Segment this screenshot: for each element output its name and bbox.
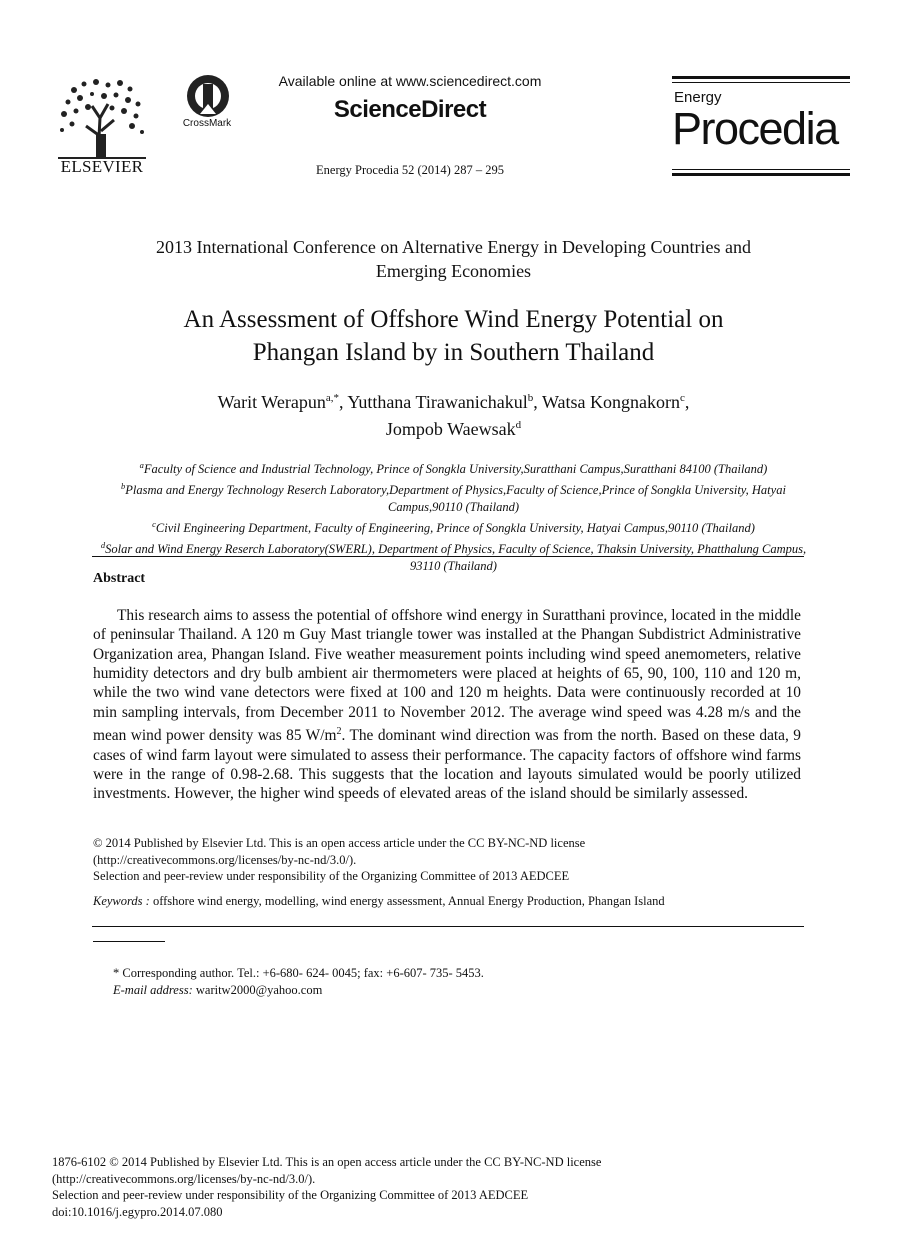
author-affil-mark: c [680, 392, 685, 404]
abstract-heading: Abstract [93, 571, 146, 586]
author-name: Yutthana Tirawanichakul [347, 392, 528, 412]
publisher-name: ELSEVIER [60, 157, 144, 176]
journal-name-top: Energy [674, 89, 722, 106]
affiliation-mark: c [152, 518, 156, 529]
corresponding-footnote [113, 965, 803, 999]
section-divider [92, 556, 804, 557]
abstract-text-part-1: This research aims to assess the potential of offshore wind energy in Suratthani province, located in the middle of peninsular Thailand. A 120 m Guy Mast triangle tower was installed at the Phangan Subdistrict Administrative Organization area, Phangan Island. Five weather measurement points including wind speed anemometers, relative humidity detectors and dry bulb ambient air thermometers were placed at heights of 65, 90, 100, 110 and 120 m, while the two wind vane detectors were fixed at 100 and 120 m heights. Data were continuously recorded at 10 min sampling intervals, from December 2011 to November 2012. The average wind speed was 4.28 m/s and the mean wind power density was 85 W/m [93, 607, 801, 745]
email-address[interactable]: waritw2000@yahoo.com [195, 983, 323, 997]
journal-citation: Energy Procedia 52 (2014) 287 – 295 [316, 163, 504, 177]
page-footer [52, 1154, 812, 1221]
footer-license-link[interactable]: (http://creativecommons.org/licenses/by-nc-nd/3.0/). [52, 1171, 316, 1186]
footnote-rule [93, 941, 165, 942]
author-name: Jompob Waewsak [385, 419, 516, 439]
affiliation-mark: d [100, 539, 106, 550]
author-list [90, 387, 817, 441]
corresponding-author: * Corresponding author. Tel.: +6-680- 624- 0045; fax: +6-607- 735- 5453. [113, 966, 484, 980]
abstract-text [93, 606, 801, 804]
logo-rule-bottom [672, 173, 850, 176]
conference-name [90, 235, 817, 283]
abstract-text-part-2: . The dominant wind direction was from the north. Based on these data, 9 cases of wind farm layout were simulated to assess their performance. The capacity factors of offshore wind farms were in the range of 0.98-2.68. This suggests that the location and layouts simulated would be poorly utilized investments. However, the higher wind speeds of elevated areas of the island should be similarly assessed. [93, 727, 801, 803]
keywords-text: offshore wind energy, modelling, wind energy assessment, Annual Energy Production, Phangan Island [152, 894, 665, 908]
affiliation-item [90, 516, 817, 537]
license-notice [93, 835, 805, 885]
affiliation-item [90, 457, 817, 478]
author-affil-mark: a,* [325, 392, 339, 404]
author-separator: , [684, 392, 690, 412]
author-name: Watsa Kongnakorn [541, 392, 680, 412]
affiliation-text: Plasma and Energy Technology Reserch Laboratory,Department of Physics,Faculty of Science,Prince of Songkla University, Hatyai Campus,90110 (Thailand) [125, 483, 786, 514]
paper-title [90, 303, 817, 369]
footer-doi[interactable]: doi:10.1016/j.egypro.2014.07.080 [52, 1205, 223, 1220]
author-affil-mark: d [515, 419, 522, 431]
logo-rule-bottom-thin [672, 169, 850, 170]
license-link[interactable]: (http://creativecommons.org/licenses/by-nc-nd/3.0/). [93, 852, 357, 867]
journal-name-main: Procedia [672, 103, 838, 154]
affiliation-text: Faculty of Science and Industrial Technology, Prince of Songkla University,Suratthani Campus,Suratthani 84100 (Thailand) [143, 462, 768, 477]
keywords-label: Keywords : [93, 894, 150, 908]
affiliation-text: Solar and Wind Energy Reserch Laboratory(SWERL), Department of Physics, Faculty of Science, Thaksin University, Phatthalung Campus, 93110 (Thailand) [105, 541, 807, 573]
author-affil-mark: b [527, 392, 534, 404]
section-divider-bottom [92, 926, 804, 927]
affiliation-text: Civil Engineering Department, Faculty of Engineering, Prince of Songkla University, Hatyai Campus,90110 (Thailand) [155, 520, 755, 535]
affiliation-item [90, 478, 817, 516]
license-line-3: Selection and peer-review under responsibility of the Organizing Committee of 2013 AEDCEE [93, 869, 570, 884]
email-label: E-mail address: [113, 983, 193, 997]
sciencedirect-brand: ScienceDirect [333, 96, 487, 123]
journal-logo [672, 76, 850, 176]
footer-issn-license: 1876-6102 © 2014 Published by Elsevier Ltd. This is an open access article under the CC BY-NC-ND license [52, 1155, 602, 1169]
title-line-1: An Assessment of Offshore Wind Energy Potential on [183, 306, 724, 333]
conference-line-2: Emerging Economies [375, 261, 532, 281]
license-line-1: © 2014 Published by Elsevier Ltd. This is an open access article under the CC BY-NC-ND license [93, 836, 586, 850]
author-name: Warit Werapun [217, 392, 326, 412]
logo-rule-top-thin [672, 82, 850, 83]
affiliation-mark: a [139, 460, 144, 470]
conference-line-1: 2013 International Conference on Alternative Energy in Developing Countries and [155, 237, 751, 257]
crossmark-label: CrossMark [182, 118, 232, 129]
author-separator: , [533, 392, 542, 412]
footer-peer-review: Selection and peer-review under responsibility of the Organizing Committee of 2013 AEDCEE [52, 1188, 529, 1203]
logo-rule-top [672, 76, 850, 79]
available-online[interactable]: Available online at www.sciencedirect.com [278, 73, 542, 89]
title-line-2: Phangan Island by in Southern Thailand [252, 339, 655, 366]
affiliation-mark: b [121, 480, 126, 491]
author-separator: , [338, 392, 348, 412]
abstract-superscript: 2 [336, 726, 342, 738]
keywords [93, 894, 805, 909]
